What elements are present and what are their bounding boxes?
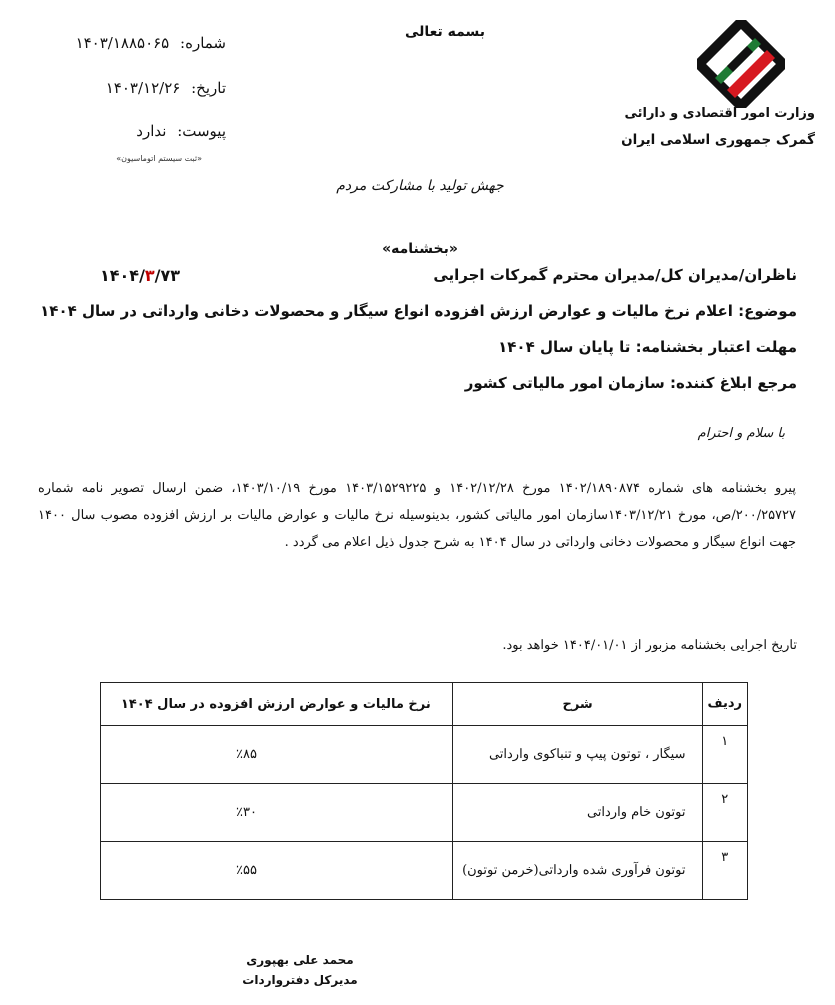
row-index: ۲	[702, 784, 747, 842]
letter-date-label: تاریخ:	[191, 79, 226, 97]
letter-attachment	[16, 122, 226, 140]
row-index: ۱	[702, 726, 747, 784]
document-type: «بخشنامه»	[382, 241, 458, 257]
row-rate: ٪۳۰	[101, 784, 453, 842]
row-index: ۳	[702, 842, 747, 900]
header-index: ردیف	[702, 683, 747, 726]
circular-number-seq: /۷۳	[154, 266, 181, 285]
letter-number-value: ۱۴۰۳/۱۸۸۵۰۶۵	[75, 34, 170, 52]
execution-date-line: تاریخ اجرایی بخشنامه مزبور از ۱۴۰۴/۰۱/۰۱ خواهد بود.	[502, 638, 797, 653]
row-description: توتون فرآوری شده وارداتی(خرمن توتون)	[452, 842, 702, 900]
table-header-row	[101, 683, 748, 726]
signer-name: محمد علی بهپوری	[246, 953, 354, 967]
ministry-name: وزارت امور اقتصادی و دارائی	[624, 106, 815, 121]
table-row	[101, 842, 748, 900]
reference-line: مرجع ابلاغ کننده: سازمان امور مالیاتی کشور	[464, 374, 797, 392]
letter-date-value: ۱۴۰۳/۱۲/۲۶	[105, 79, 181, 97]
header-description: شرح	[452, 683, 702, 726]
header-rate: نرخ مالیات و عوارض ارزش افزوده در سال ۱۴۰۴	[101, 683, 453, 726]
bismillah-heading: بسمه تعالی	[404, 24, 486, 40]
row-rate: ٪۵۵	[101, 842, 453, 900]
row-rate: ٪۸۵	[101, 726, 453, 784]
circular-number-year: ۱۴۰۴/	[100, 266, 145, 285]
letter-date	[16, 79, 226, 97]
letter-attachment-label: پیوست:	[177, 122, 226, 140]
customs-emblem-icon	[697, 20, 785, 108]
addressee-line: ناظران/مدیران کل/مدیران محترم گمرکات اجرایی	[433, 266, 797, 284]
subject-line: موضوع: اعلام نرخ مالیات و عوارض ارزش افزوده انواع سیگار و محصولات دخانی وارداتی در سال ۱۴۰۴	[40, 302, 797, 320]
slogan: جهش تولید با مشارکت مردم	[336, 178, 504, 194]
letter-number-label: شماره:	[180, 34, 226, 52]
tax-rate-table	[100, 682, 748, 900]
letter-attachment-value: ندارد	[136, 122, 167, 140]
customs-name: گمرک جمهوری اسلامی ایران	[621, 132, 815, 148]
circular-number	[100, 266, 180, 285]
automation-note: «ثبت سیستم اتوماسیون»	[116, 154, 202, 163]
circular-number-highlight: ۳	[144, 266, 155, 285]
row-description: سیگار ، توتون پیپ و تنباکوی وارداتی	[452, 726, 702, 784]
greeting: با سلام و احترام	[697, 426, 785, 441]
letter-number	[16, 34, 226, 52]
validity-line: مهلت اعتبار بخشنامه: تا پایان سال ۱۴۰۴	[498, 338, 797, 356]
table-row	[101, 726, 748, 784]
signer-title: مدیرکل دفترواردات	[242, 973, 358, 987]
signature-block	[230, 950, 370, 990]
body-paragraph: پیرو بخشنامه های شماره ۱۴۰۲/۱۸۹۰۸۷۴ مورخ ۱۴۰۲/۱۲/۲۸ و ۱۴۰۳/۱۵۲۹۲۲۵ مورخ ۱۴۰۳/۱۰/۱۹، ضمن ارسال تصویر نامه شماره ۲۰۰/۲۵۷۲۷/ص، مورخ ۱۴۰۳/۱۲/۲۱سازمان امور مالیاتی کشور، بدینوسیله نرخ مالیات و عوارض مالیات بر ارزش افزوده مصوب سال ۱۴۰۰ جهت انواع سیگار و محصولات دخانی وارداتی در سال ۱۴۰۴ به شرح جدول ذیل اعلام می گردد .	[38, 481, 797, 550]
row-description: توتون خام وارداتی	[452, 784, 702, 842]
table-row	[101, 784, 748, 842]
